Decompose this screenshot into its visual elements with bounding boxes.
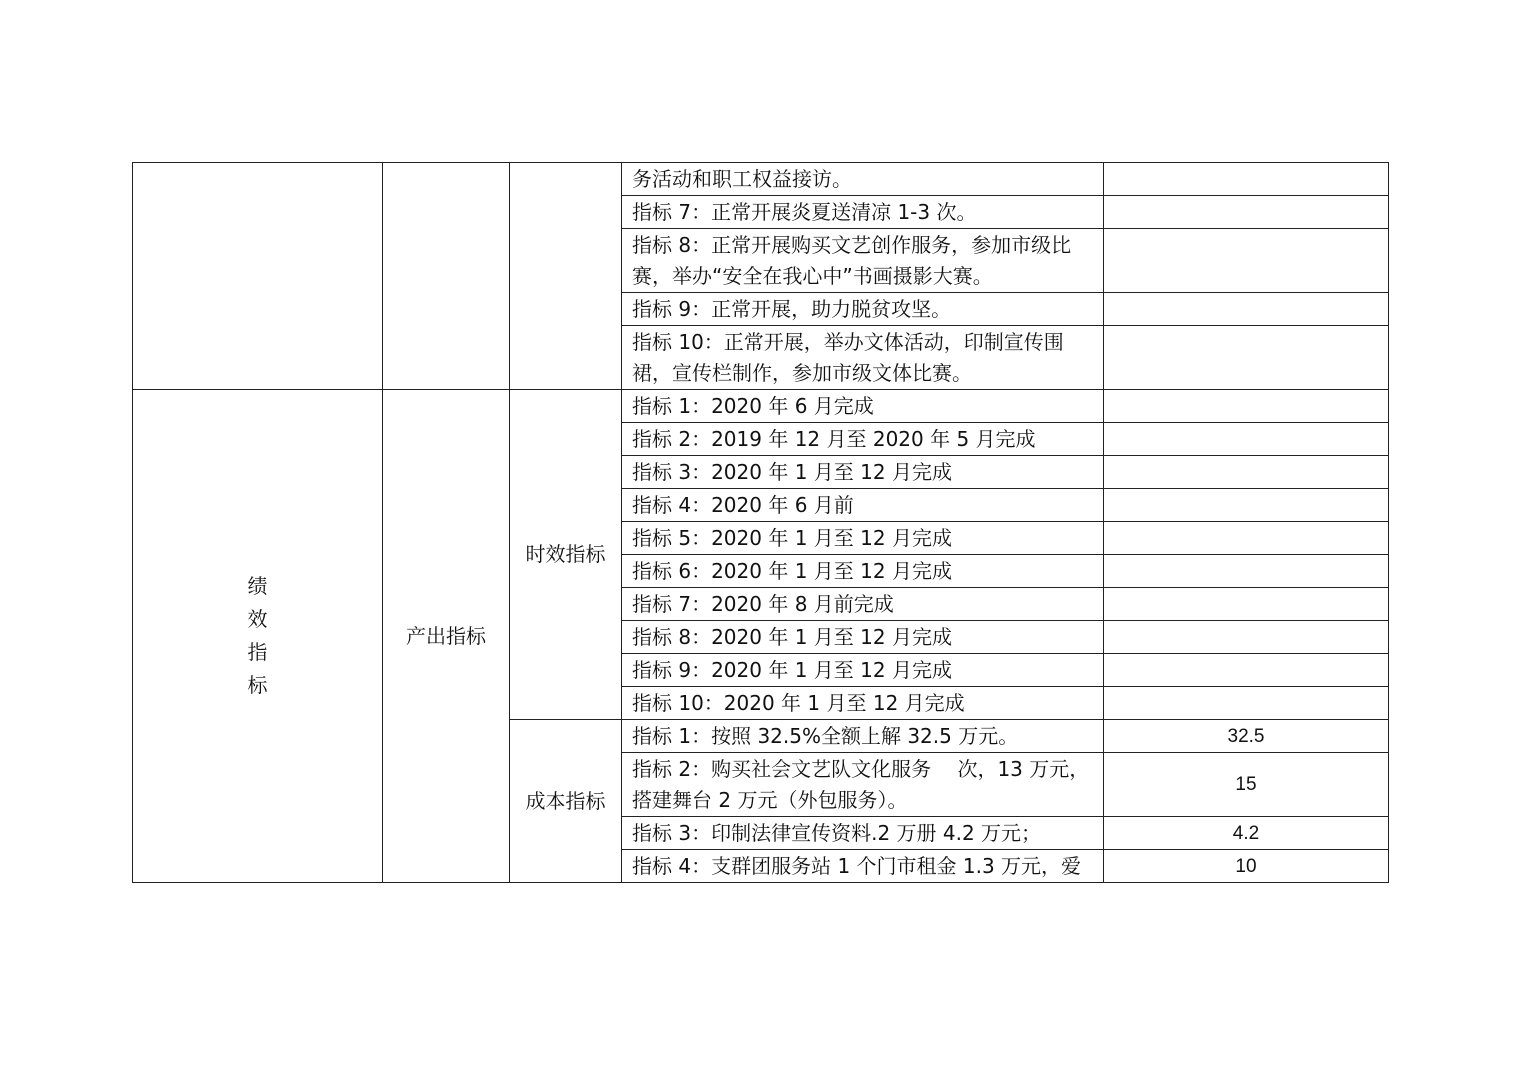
indicator-description: 务活动和职工权益接访。	[622, 163, 1104, 196]
indicator-value	[1104, 555, 1389, 588]
indicator-description: 指标 1：2020 年 6 月完成	[622, 390, 1104, 423]
indicator-value	[1104, 293, 1389, 326]
indicator-value	[1104, 326, 1389, 390]
indicator-description: 指标 4：支群团服务站 1 个门市租金 1.3 万元，爱	[622, 850, 1104, 883]
indicator-value: 10	[1104, 850, 1389, 883]
category-char: 效	[247, 607, 268, 631]
indicator-value	[1104, 522, 1389, 555]
empty-level2-cell	[510, 163, 622, 390]
indicator-description: 指标 3：印制法律宣传资料.2 万册 4.2 万元；	[622, 817, 1104, 850]
indicator-value: 4.2	[1104, 817, 1389, 850]
cost-label: 成本指标	[510, 720, 622, 883]
indicator-value	[1104, 489, 1389, 522]
indicator-description: 指标 9：正常开展，助力脱贫攻坚。	[622, 293, 1104, 326]
indicator-description: 指标 5：2020 年 1 月至 12 月完成	[622, 522, 1104, 555]
indicator-value	[1104, 621, 1389, 654]
indicator-description: 指标 7：正常开展炎夏送清凉 1-3 次。	[622, 196, 1104, 229]
indicator-description: 指标 6：2020 年 1 月至 12 月完成	[622, 555, 1104, 588]
indicator-description: 指标 1：按照 32.5%全额上解 32.5 万元。	[622, 720, 1104, 753]
category-char: 绩	[247, 574, 268, 598]
table-row	[133, 163, 1389, 196]
indicator-description: 指标 9：2020 年 1 月至 12 月完成	[622, 654, 1104, 687]
category-char: 指	[247, 640, 268, 664]
indicator-value	[1104, 423, 1389, 456]
indicator-value	[1104, 654, 1389, 687]
performance-indicator-table	[132, 162, 1389, 883]
category-char: 标	[247, 673, 268, 697]
indicator-value	[1104, 687, 1389, 720]
indicator-value	[1104, 588, 1389, 621]
indicator-value: 32.5	[1104, 720, 1389, 753]
indicator-description: 指标 8：2020 年 1 月至 12 月完成	[622, 621, 1104, 654]
indicator-value: 15	[1104, 753, 1389, 817]
indicator-description: 指标 10：正常开展，举办文体活动，印制宣传围裙，宣传栏制作，参加市级文体比赛。	[622, 326, 1104, 390]
indicator-description: 指标 10：2020 年 1 月至 12 月完成	[622, 687, 1104, 720]
indicator-description: 指标 3：2020 年 1 月至 12 月完成	[622, 456, 1104, 489]
indicator-value	[1104, 163, 1389, 196]
indicator-value	[1104, 390, 1389, 423]
indicator-description: 指标 8：正常开展购买文艺创作服务，参加市级比赛，举办“安全在我心中”书画摄影大赛。	[622, 229, 1104, 293]
indicator-description: 指标 2：购买社会文艺队文化服务 次，13 万元，搭建舞台 2 万元（外包服务）。	[622, 753, 1104, 817]
indicator-description: 指标 7：2020 年 8 月前完成	[622, 588, 1104, 621]
level1-label: 产出指标	[383, 390, 510, 883]
indicator-value	[1104, 196, 1389, 229]
timeliness-label: 时效指标	[510, 390, 622, 720]
category-label-vertical	[133, 390, 383, 883]
indicator-value	[1104, 456, 1389, 489]
table-row	[133, 390, 1389, 423]
empty-category-cell	[133, 163, 383, 390]
indicator-value	[1104, 229, 1389, 293]
empty-level1-cell	[383, 163, 510, 390]
indicator-description: 指标 2：2019 年 12 月至 2020 年 5 月完成	[622, 423, 1104, 456]
indicator-description: 指标 4：2020 年 6 月前	[622, 489, 1104, 522]
